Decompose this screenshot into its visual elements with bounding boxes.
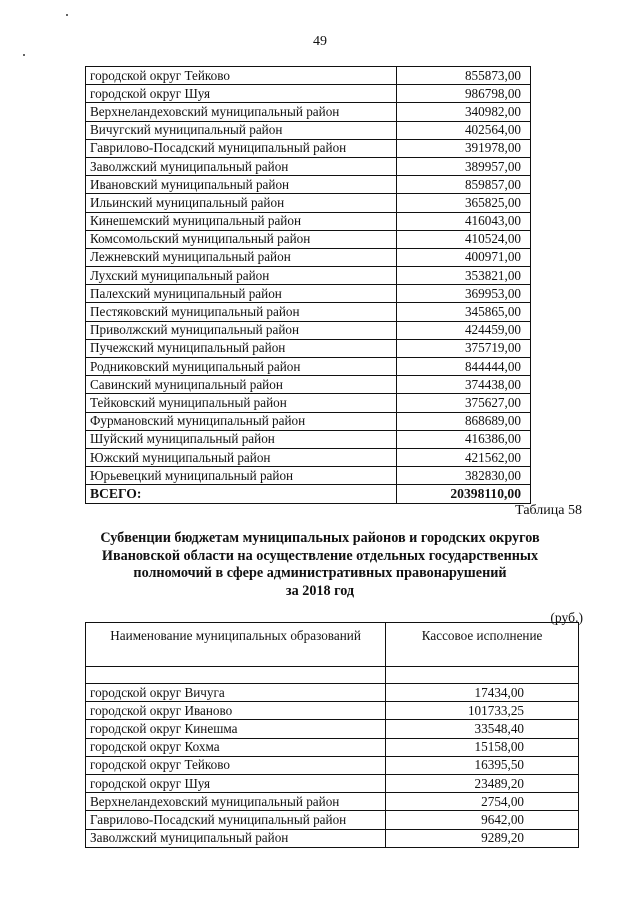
allocation-table: [85, 66, 531, 504]
table-row: [86, 67, 531, 85]
row-value: 382830,00: [397, 467, 531, 485]
row-name: Гаврилово-Посадский муниципальный район: [86, 811, 386, 829]
row-name: ВСЕГО:: [86, 485, 397, 503]
table-row: [86, 285, 531, 303]
spacer-cell: [86, 667, 386, 684]
currency-unit: (руб.): [550, 610, 583, 625]
row-name: Верхнеландеховский муниципальный район: [86, 103, 397, 121]
row-name: городской округ Кинешма: [86, 720, 386, 738]
row-name: Гаврилово-Посадский муниципальный район: [86, 139, 397, 157]
row-name: Верхнеландеховский муниципальный район: [86, 793, 386, 811]
table-row: [86, 720, 579, 738]
row-value: 340982,00: [397, 103, 531, 121]
spacer-row: [86, 667, 579, 684]
row-name: городской округ Тейково: [86, 67, 397, 85]
row-value: 23489,20: [386, 774, 579, 792]
row-name: Пучежский муниципальный район: [86, 339, 397, 357]
row-value: 421562,00: [397, 448, 531, 466]
row-value: 9289,20: [386, 829, 579, 847]
row-value: 402564,00: [397, 121, 531, 139]
row-value: 16395,50: [386, 756, 579, 774]
table-row: [86, 212, 531, 230]
table-title: [80, 530, 560, 600]
row-name: Комсомольский муниципальный район: [86, 230, 397, 248]
row-value: 986798,00: [397, 85, 531, 103]
table-row: [86, 811, 579, 829]
row-name: городской округ Кохма: [86, 738, 386, 756]
row-value: 2754,00: [386, 793, 579, 811]
row-value: 410524,00: [397, 230, 531, 248]
row-name: Лежневский муниципальный район: [86, 248, 397, 266]
row-name: Родниковский муниципальный район: [86, 358, 397, 376]
table-row: [86, 448, 531, 466]
table-row: [86, 157, 531, 175]
table-row: [86, 829, 579, 847]
row-value: 855873,00: [397, 67, 531, 85]
row-name: Ивановский муниципальный район: [86, 176, 397, 194]
table-row: [86, 430, 531, 448]
row-value: 859857,00: [397, 176, 531, 194]
table-caption: Таблица 58: [515, 503, 582, 518]
table-row: [86, 376, 531, 394]
row-name: Заволжский муниципальный район: [86, 829, 386, 847]
scan-speck: [66, 14, 68, 16]
row-value: 365825,00: [397, 194, 531, 212]
row-name: Шуйский муниципальный район: [86, 430, 397, 448]
total-row: [86, 485, 531, 503]
row-value: 424459,00: [397, 321, 531, 339]
row-name: Фурмановский муниципальный район: [86, 412, 397, 430]
table-row: [86, 139, 531, 157]
row-value: 20398110,00: [397, 485, 531, 503]
row-value: 400971,00: [397, 248, 531, 266]
header-name: Наименование муниципальных образований: [86, 623, 386, 667]
page-number: 49: [313, 34, 327, 49]
row-value: 33548,40: [386, 720, 579, 738]
table-row: [86, 103, 531, 121]
row-value: 389957,00: [397, 157, 531, 175]
table-row: [86, 176, 531, 194]
row-value: 353821,00: [397, 267, 531, 285]
table-row: [86, 684, 579, 702]
table-row: [86, 339, 531, 357]
row-name: Палехский муниципальный район: [86, 285, 397, 303]
table-row: [86, 358, 531, 376]
row-value: 844444,00: [397, 358, 531, 376]
row-name: городской округ Шуя: [86, 85, 397, 103]
table-row: [86, 756, 579, 774]
table-row: [86, 702, 579, 720]
row-value: 416386,00: [397, 430, 531, 448]
row-name: Савинский муниципальный район: [86, 376, 397, 394]
table-row: [86, 321, 531, 339]
spacer-cell: [386, 667, 579, 684]
row-value: 345865,00: [397, 303, 531, 321]
table-row: [86, 793, 579, 811]
row-value: 369953,00: [397, 285, 531, 303]
row-value: 9642,00: [386, 811, 579, 829]
title-line: за 2018 год: [285, 582, 355, 599]
header-value: Кассовое исполнение: [386, 623, 579, 667]
row-name: Заволжский муниципальный район: [86, 157, 397, 175]
scan-speck: [23, 54, 25, 56]
row-name: Юрьевецкий муниципальный район: [86, 467, 397, 485]
subvention-table: [85, 622, 579, 848]
row-name: городской округ Тейково: [86, 756, 386, 774]
row-value: 374438,00: [397, 376, 531, 394]
row-name: Пестяковский муниципальный район: [86, 303, 397, 321]
row-name: Южский муниципальный район: [86, 448, 397, 466]
table-row: [86, 394, 531, 412]
row-name: Лухский муниципальный район: [86, 267, 397, 285]
table-row: [86, 774, 579, 792]
title-line: полномочий в сфере административных правонарушений: [133, 565, 507, 581]
row-value: 868689,00: [397, 412, 531, 430]
row-value: 17434,00: [386, 684, 579, 702]
table-row: [86, 412, 531, 430]
row-name: Вичугский муниципальный район: [86, 121, 397, 139]
row-value: 416043,00: [397, 212, 531, 230]
table-row: [86, 303, 531, 321]
row-name: городской округ Шуя: [86, 774, 386, 792]
row-name: городской округ Вичуга: [86, 684, 386, 702]
row-name: Тейковский муниципальный район: [86, 394, 397, 412]
table-row: [86, 230, 531, 248]
row-name: Приволжский муниципальный район: [86, 321, 397, 339]
row-name: Кинешемский муниципальный район: [86, 212, 397, 230]
title-line: Ивановской области на осуществление отдельных государственных: [101, 547, 539, 564]
table-row: [86, 121, 531, 139]
table-row: [86, 467, 531, 485]
title-line: Субвенции бюджетам муниципальных районов и городских округов: [100, 530, 540, 546]
table-row: [86, 267, 531, 285]
table-header-row: [86, 623, 579, 667]
row-value: 391978,00: [397, 139, 531, 157]
row-name: городской округ Иваново: [86, 702, 386, 720]
table-row: [86, 194, 531, 212]
table-row: [86, 738, 579, 756]
table-row: [86, 85, 531, 103]
row-value: 375627,00: [397, 394, 531, 412]
row-value: 101733,25: [386, 702, 579, 720]
row-name: Ильинский муниципальный район: [86, 194, 397, 212]
row-value: 15158,00: [386, 738, 579, 756]
row-value: 375719,00: [397, 339, 531, 357]
table-row: [86, 248, 531, 266]
